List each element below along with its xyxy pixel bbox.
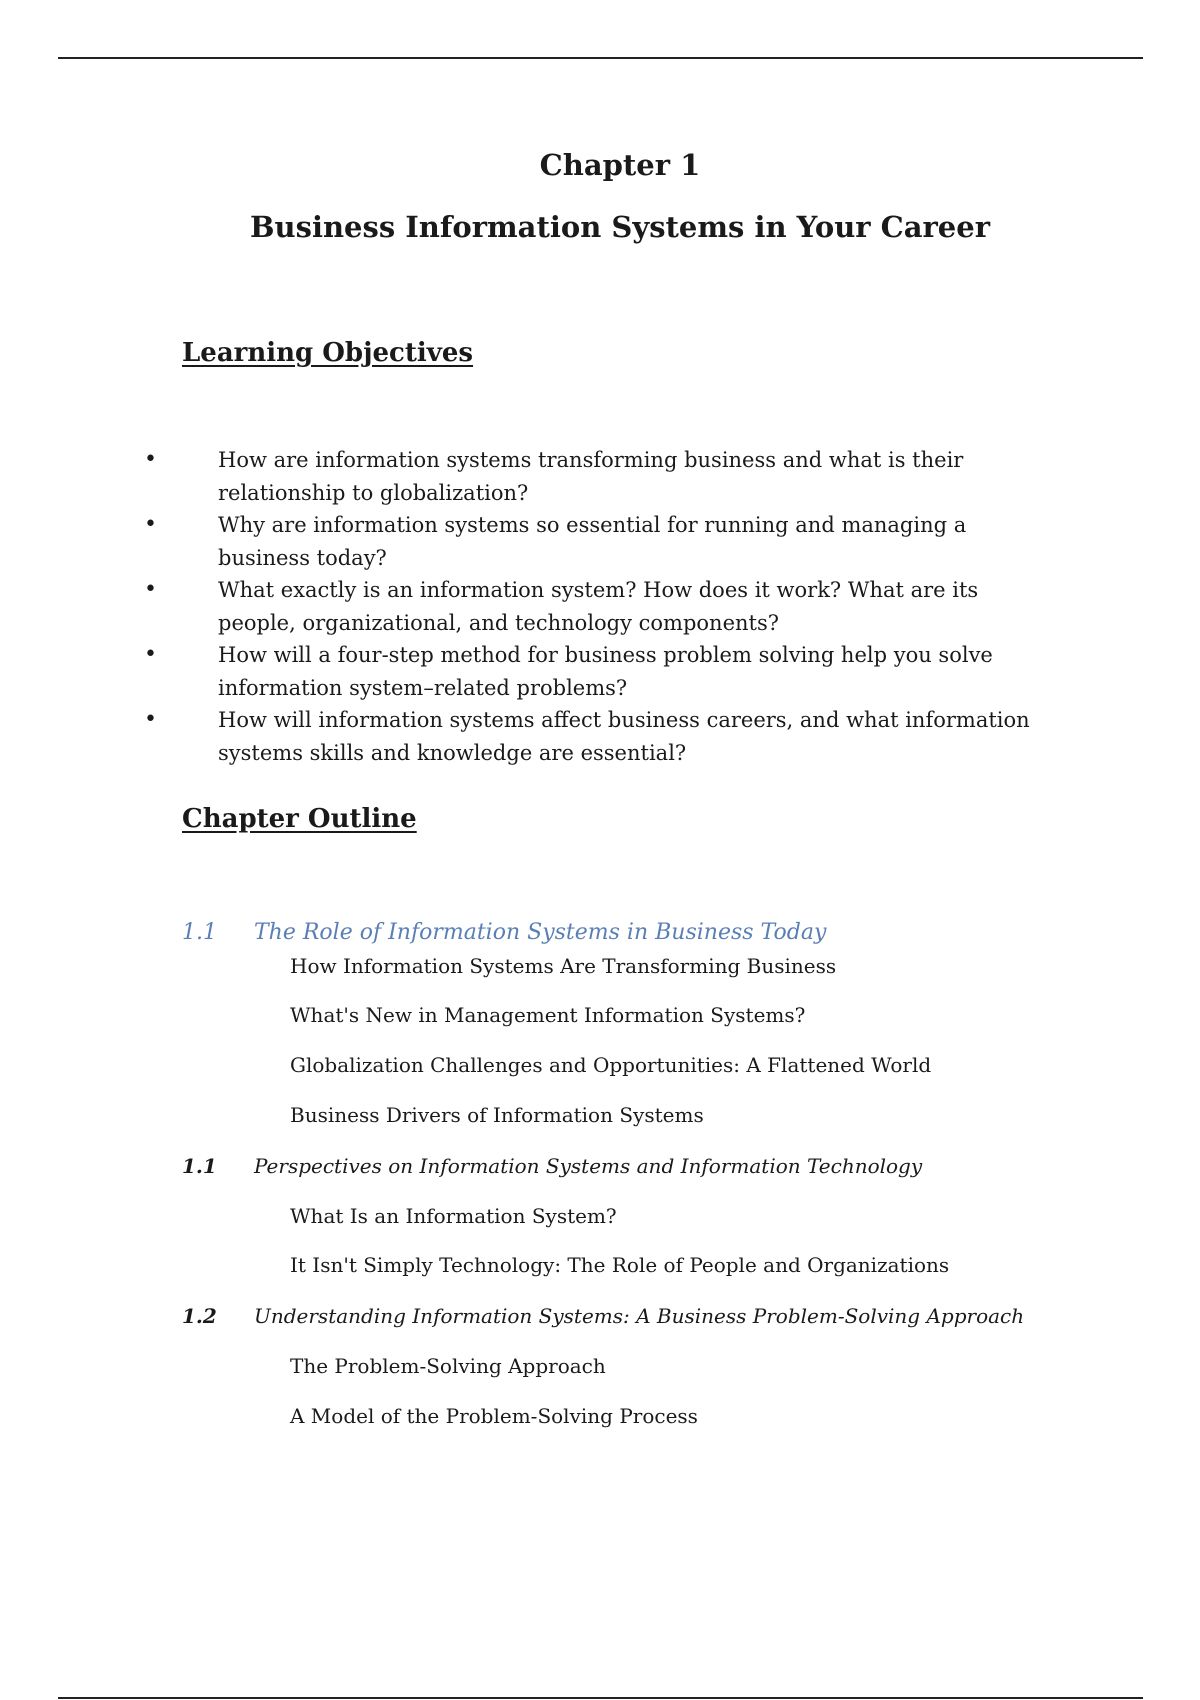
outline-subsection: A Model of the Problem-Solving Process — [290, 1404, 698, 1428]
outline-subsection: What Is an Information System? — [290, 1204, 617, 1228]
objective-item — [140, 639, 1040, 704]
outline-subsection: The Problem-Solving Approach — [290, 1354, 606, 1378]
outline-subsection: What's New in Management Information Systems? — [290, 1003, 806, 1027]
objective-item — [140, 444, 1040, 509]
bullet-icon: • — [144, 707, 157, 732]
bottom-rule — [58, 1697, 1143, 1699]
bullet-icon: • — [144, 447, 157, 472]
learning-objectives-list — [140, 444, 1040, 769]
section-title: Perspectives on Information Systems and Information Technology — [254, 1154, 923, 1178]
section-number: 1.1 — [182, 1154, 217, 1178]
chapter-number: Chapter 1 — [539, 148, 701, 182]
section-number: 1.1 — [182, 920, 217, 945]
objective-item — [140, 704, 1040, 769]
learning-objectives-heading: Learning Objectives — [182, 338, 474, 368]
objective-text: What exactly is an information system? How does it work? What are its people, organizational, and technology components? — [218, 578, 979, 635]
bullet-icon: • — [144, 577, 157, 602]
objective-text: How will a four-step method for business problem solving help you solve information system–related problems? — [218, 643, 993, 700]
outline-subsection: Business Drivers of Information Systems — [290, 1103, 704, 1127]
outline-subsection: How Information Systems Are Transforming Business — [290, 954, 837, 978]
objective-text: Why are information systems so essential for running and managing a business today? — [218, 513, 967, 570]
top-rule — [58, 57, 1143, 59]
chapter-title: Business Information Systems in Your Career — [250, 210, 990, 244]
chapter-outline-heading: Chapter Outline — [182, 804, 417, 834]
objective-text: How will information systems affect business careers, and what information systems skills and knowledge are essential? — [218, 708, 1030, 765]
section-number: 1.2 — [182, 1304, 217, 1328]
outline-section-row — [182, 1304, 1024, 1328]
objective-item — [140, 509, 1040, 574]
outline-section-row — [182, 1154, 922, 1178]
outline-section-row — [182, 920, 826, 945]
objective-item — [140, 574, 1040, 639]
section-title: Understanding Information Systems: A Business Problem-Solving Approach — [254, 1304, 1025, 1328]
section-title: The Role of Information Systems in Business Today — [254, 920, 827, 945]
bullet-icon: • — [144, 642, 157, 667]
outline-subsection: Globalization Challenges and Opportunities: A Flattened World — [290, 1053, 932, 1077]
outline-subsection: It Isn't Simply Technology: The Role of People and Organizations — [290, 1253, 950, 1277]
bullet-icon: • — [144, 512, 157, 537]
objective-text: How are information systems transforming business and what is their relationship to globalization? — [218, 448, 964, 505]
